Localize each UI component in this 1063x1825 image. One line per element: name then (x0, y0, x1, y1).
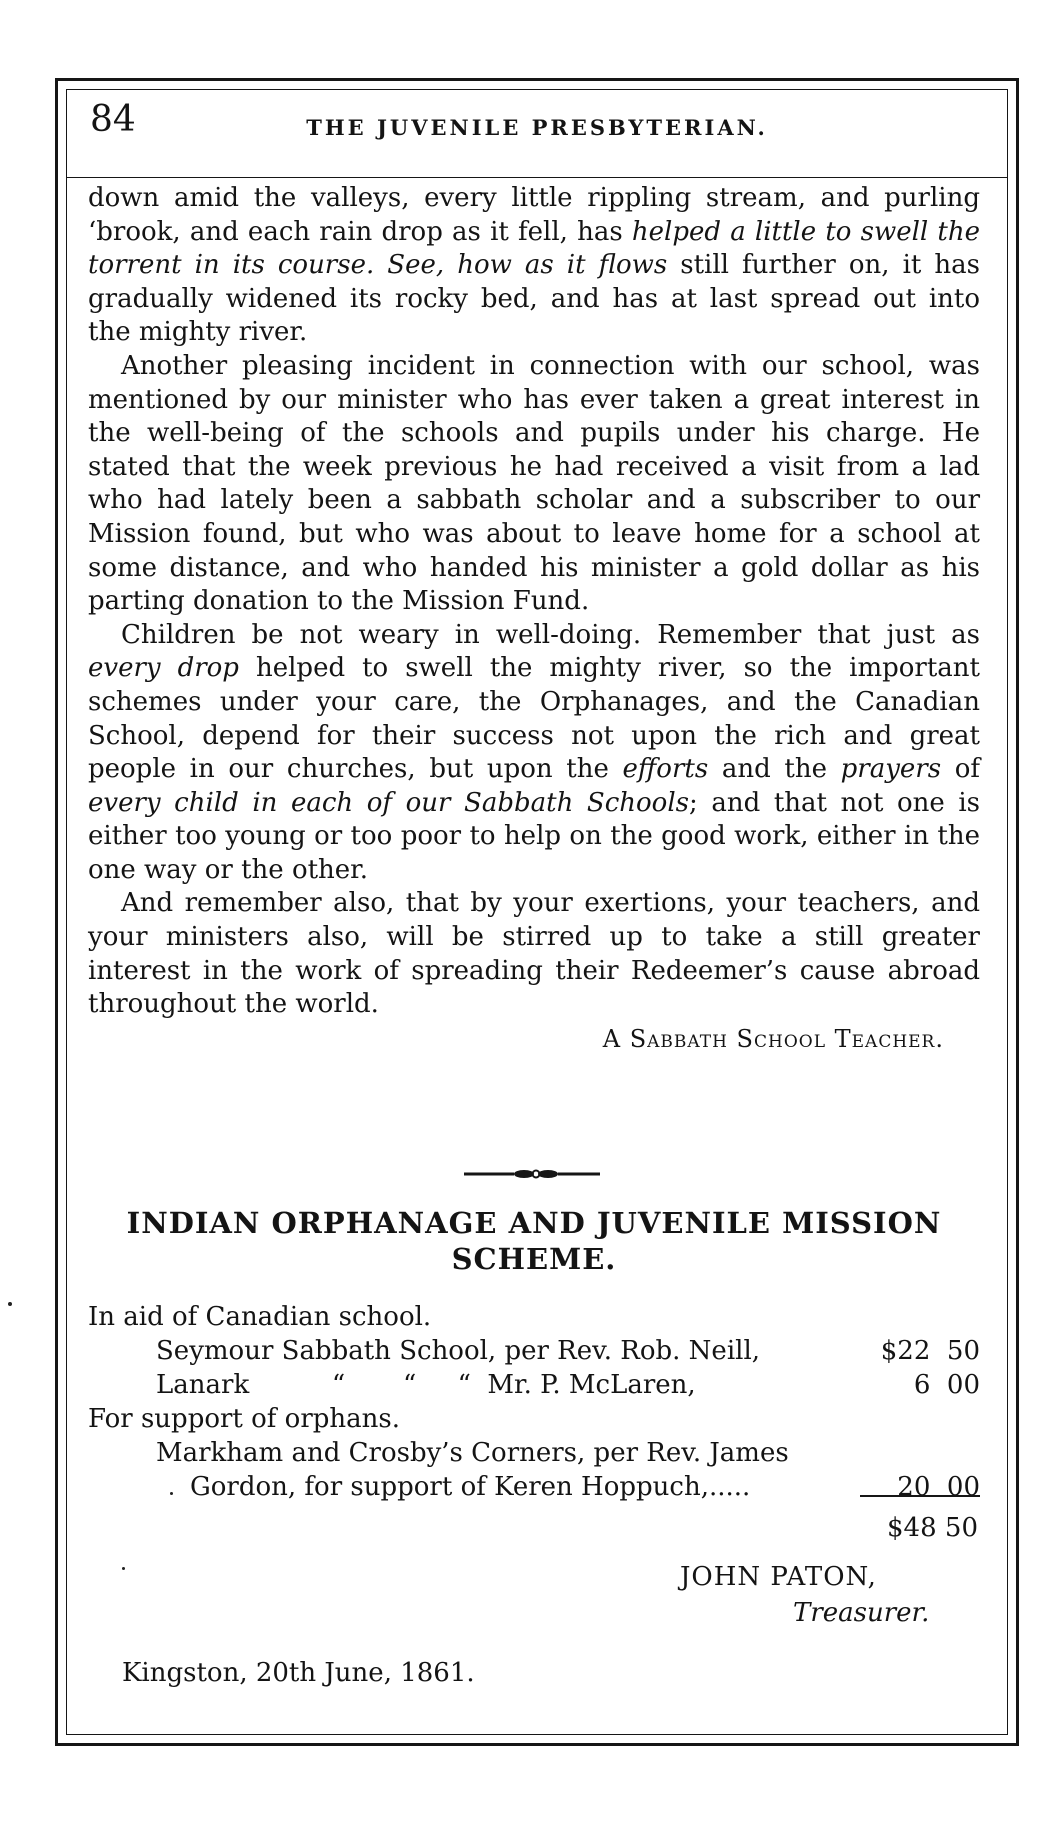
paragraph-text: helped to swell the mighty river, so the important schemes under your care, the Orphanages, and the Canadian School, depend for their success not upon the rich and great people in our churches, but upon the (88, 653, 980, 785)
article-body (88, 182, 980, 1056)
italic-text: every drop (88, 653, 239, 684)
notice-title-line: INDIAN ORPHANAGE AND JUVENILE MISSION (126, 1206, 942, 1240)
account-entry-text: Gordon, for support of Keren Hoppuch,..... (190, 1472, 751, 1502)
print-speck (122, 1567, 125, 1570)
total-amount: $48 50 (887, 1513, 978, 1543)
paragraph-text: And remember also, that by your exertions, your teachers, and your ministers also, will be stirred up to take a still greater interest in the work of spreading their Redeemer’s cause abroad throughout the world. (88, 888, 980, 1020)
page-number: 84 (90, 99, 136, 140)
notice-title (88, 1205, 980, 1277)
account-entry (88, 1436, 980, 1470)
paragraph-text: of (941, 754, 980, 785)
paragraph-text: and the (708, 754, 841, 785)
paragraph-text: ; and that not one is either too young or too poor to help on the good work, either in the one way or the other. (88, 787, 981, 885)
account-entry-text: For support of orphans. (88, 1404, 400, 1434)
account-entry-text: Markham and Crosby’s Corners, per Rev. James (156, 1438, 789, 1468)
paragraph-text: down amid the valleys, every little rippling stream, and purling ‘brook, and each rain drop as it fell, has (88, 183, 980, 247)
account-entry (88, 1368, 980, 1402)
dateline: Kingston, 20th June, 1861. (122, 1658, 475, 1688)
italic-text: prayers (840, 754, 942, 785)
article-signature: A Sabbath School Teacher. (602, 1024, 944, 1053)
account-entry (88, 1300, 980, 1334)
page-header (66, 89, 1008, 177)
account-entry-text: Seymour Sabbath School, per Rev. Rob. Neill, (156, 1336, 761, 1366)
italic-text: efforts (622, 754, 709, 785)
article-paragraph (88, 350, 980, 619)
article-paragraph (88, 182, 980, 350)
account-entry-amount: 6 00 (913, 1370, 980, 1400)
running-head: THE JUVENILE PRESBYTERIAN. (306, 115, 768, 140)
account-entry-amount: $22 50 (880, 1336, 980, 1366)
account-entry (88, 1402, 980, 1436)
account-entry (88, 1470, 980, 1504)
article-paragraph (88, 619, 980, 888)
italic-text: to swell the torrent in its course. (88, 216, 981, 281)
paragraph-text (816, 217, 825, 247)
notice-title-line: SCHEME. (451, 1242, 617, 1276)
paragraph-text: still further on, it has gradually widened its rocky bed, and has at last spread out into the mighty river. (88, 250, 981, 348)
print-speck (8, 1302, 12, 1306)
paragraph-text: Children be not weary in well-doing. Remember that just as (121, 619, 980, 650)
account-entry (88, 1334, 980, 1368)
accounts-list (88, 1300, 980, 1504)
paragraph-text: Another pleasing incident in connection with our school, was mentioned by our minister who has ever taken a great interest in the well-being of the schools and pupils under his charge. He stated that the week previous he had received a visit from a lad who had lately been a sabbath scholar and a subscriber to our Mission found, but who was about to leave home for a school at some distance, and who handed his minister a gold dollar as his parting donation to the Mission Fund. (88, 350, 980, 617)
ornament-divider (462, 1167, 602, 1181)
account-entry-amount: 20 00 (897, 1472, 980, 1502)
print-speck (170, 1492, 173, 1495)
header-rule (66, 177, 1008, 178)
italic-text: helped a little (631, 216, 817, 247)
sum-rule (860, 1495, 980, 1497)
account-entry-text: In aid of Canadian school. (88, 1302, 432, 1332)
italic-text: every child in each of our Sabbath Schools (88, 787, 689, 818)
paragraph-text (374, 250, 387, 280)
account-entry-text: Lanark “ “ “ Mr. P. McLaren, (156, 1370, 696, 1400)
article-paragraph (88, 887, 980, 1021)
treasurer-title: Treasurer. (793, 1598, 930, 1628)
treasurer-name: JOHN PATON, (680, 1562, 877, 1592)
italic-text: See, how as it flows (387, 250, 668, 281)
